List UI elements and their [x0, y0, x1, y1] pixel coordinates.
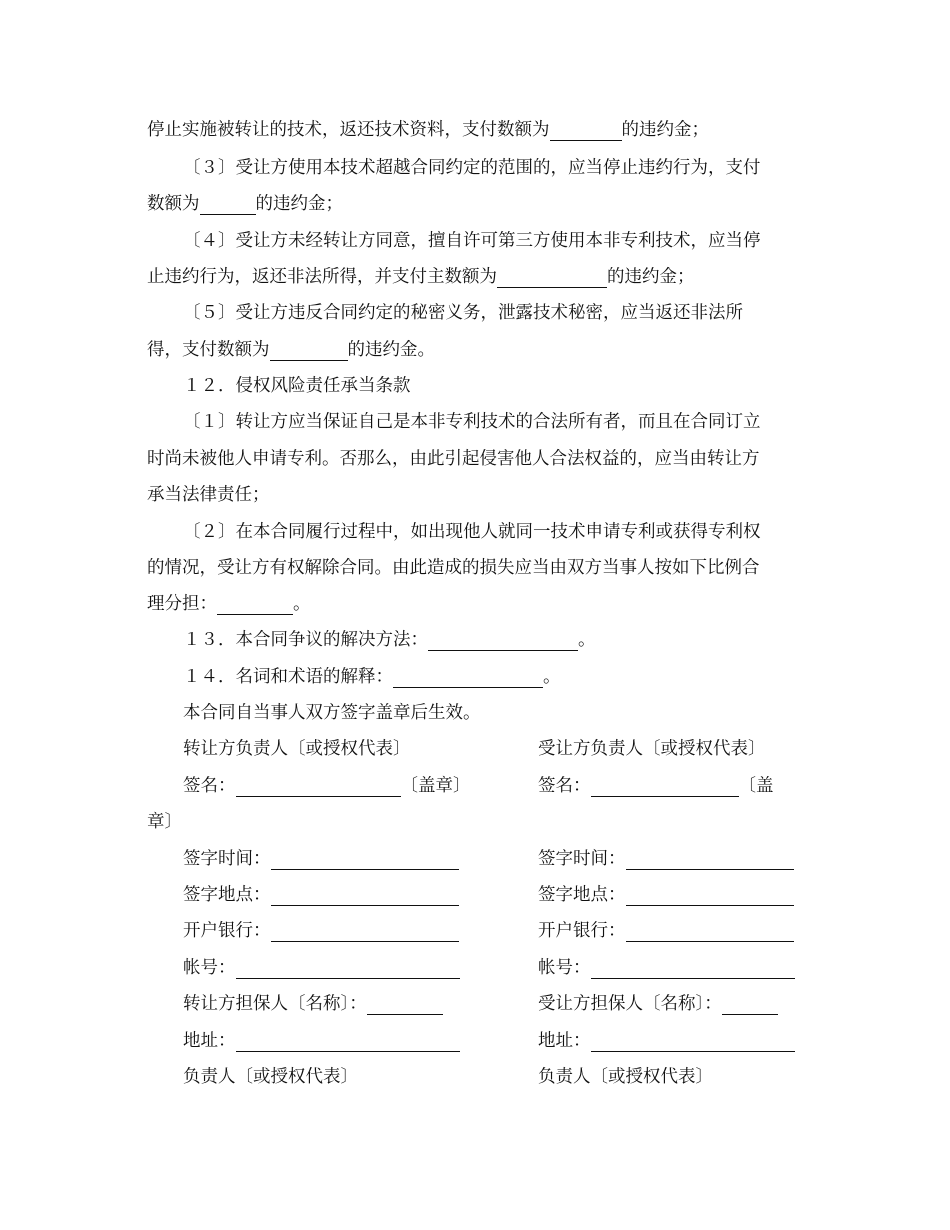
effective-clause: 本合同自当事人双方签字盖章后生效。 — [183, 703, 481, 723]
blank-field — [236, 778, 401, 797]
paragraph-line: 〔２〕在本合同履行过程中，如出现他人就同一技术申请专利或获得专利权 — [183, 522, 761, 542]
text: 〔盖 — [738, 776, 774, 796]
right-sign-time — [538, 848, 794, 870]
text: 数额为 — [147, 194, 200, 214]
blank-field — [217, 596, 293, 615]
text: 的违约金。 — [347, 340, 435, 360]
paragraph-line: 〔５〕受让方违反合同约定的秘密义务，泄露技术秘密，应当返还非法所 — [183, 303, 743, 323]
text: 的违约金； — [607, 267, 695, 287]
section-heading-12: １２．侵权风险责任承当条款 — [183, 376, 411, 396]
paragraph-line — [147, 266, 695, 288]
section-heading-13 — [183, 629, 596, 651]
text: 地址： — [538, 1031, 591, 1051]
text: 签名： — [538, 776, 591, 796]
right-account — [538, 957, 795, 979]
left-representative-2: 负责人〔或授权代表〕 — [183, 1067, 358, 1087]
blank-field — [271, 923, 459, 942]
right-guarantor — [538, 993, 778, 1015]
text: 地址： — [183, 1031, 236, 1051]
text: 签字地点： — [183, 885, 271, 905]
text: 签字时间： — [538, 849, 626, 869]
paragraph-line: 承当法律责任； — [147, 485, 270, 505]
paragraph-line: 〔３〕受让方使用本技术超越合同约定的范围的，应当停止违约行为，支付 — [183, 158, 761, 178]
paragraph-line: 〔１〕转让方应当保证自己是本非专利技术的合法所有者，而且在合同订立 — [183, 412, 761, 432]
blank-field — [626, 887, 794, 906]
right-representative: 受让方负责人〔或授权代表〕 — [538, 739, 766, 759]
blank-field — [428, 632, 578, 651]
text: 签字地点： — [538, 885, 626, 905]
left-bank — [183, 920, 459, 942]
paragraph-line — [147, 593, 311, 615]
text: 得，支付数额为 — [147, 340, 270, 360]
text: 停止实施被转让的技术，返还技术资料，支付数额为 — [147, 120, 550, 140]
blank-field — [271, 851, 459, 870]
blank-field — [722, 996, 778, 1015]
blank-field — [626, 923, 794, 942]
paragraph-line: 的情况，受让方有权解除合同。由此造成的损失应当由双方当事人按如下比例合 — [147, 558, 760, 578]
text: 。 — [543, 667, 561, 687]
text: 止违约行为，返还非法所得，并支付主数额为 — [147, 267, 497, 287]
text: 。 — [293, 594, 311, 614]
text: 的违约金； — [255, 194, 343, 214]
section-heading-14 — [183, 666, 561, 688]
paragraph-line: 〔４〕受让方未经转让方同意，擅自许可第三方使用本非专利技术，应当停 — [183, 231, 761, 251]
left-sign-time — [183, 848, 459, 870]
text: 签字时间： — [183, 849, 271, 869]
right-representative-2: 负责人〔或授权代表〕 — [538, 1067, 713, 1087]
text: 的违约金； — [621, 120, 709, 140]
blank-field — [591, 1033, 795, 1052]
text: 受让方担保人〔名称〕： — [538, 994, 722, 1014]
text: 〔盖章〕 — [400, 776, 471, 796]
blank-field — [550, 122, 622, 141]
text: 帐号： — [538, 958, 591, 978]
blank-field — [591, 778, 739, 797]
blank-field — [626, 851, 794, 870]
text: 开户银行： — [538, 921, 626, 941]
left-guarantor — [183, 993, 443, 1015]
right-bank — [538, 920, 794, 942]
paragraph-line — [147, 119, 709, 141]
blank-field — [591, 960, 795, 979]
blank-field — [236, 1033, 460, 1052]
text: 帐号： — [183, 958, 236, 978]
right-seal-wrap: 章〕 — [147, 812, 182, 832]
text: 开户银行： — [183, 921, 271, 941]
text: 签名： — [183, 776, 236, 796]
left-account — [183, 957, 460, 979]
paragraph-line: 时尚未被他人申请专利。否那么，由此引起侵害他人合法权益的，应当由转让方 — [147, 449, 760, 469]
paragraph-line — [147, 339, 435, 361]
blank-field — [200, 196, 256, 215]
blank-field — [270, 342, 348, 361]
text: 理分担： — [147, 594, 217, 614]
text: 。 — [578, 630, 596, 650]
blank-field — [236, 960, 460, 979]
text: 转让方担保人〔名称〕： — [183, 994, 367, 1014]
blank-field — [393, 669, 543, 688]
blank-field — [367, 996, 443, 1015]
blank-field — [497, 269, 607, 288]
paragraph-line — [147, 193, 343, 215]
right-sign-place — [538, 884, 794, 906]
blank-field — [271, 887, 459, 906]
text: １４．名词和术语的解释： — [183, 667, 393, 687]
left-address — [183, 1030, 460, 1052]
right-signature-line — [538, 775, 774, 797]
left-sign-place — [183, 884, 459, 906]
left-signature-line — [183, 775, 471, 797]
left-representative: 转让方负责人〔或授权代表〕 — [183, 739, 411, 759]
right-address — [538, 1030, 795, 1052]
text: １３．本合同争议的解决方法： — [183, 630, 428, 650]
